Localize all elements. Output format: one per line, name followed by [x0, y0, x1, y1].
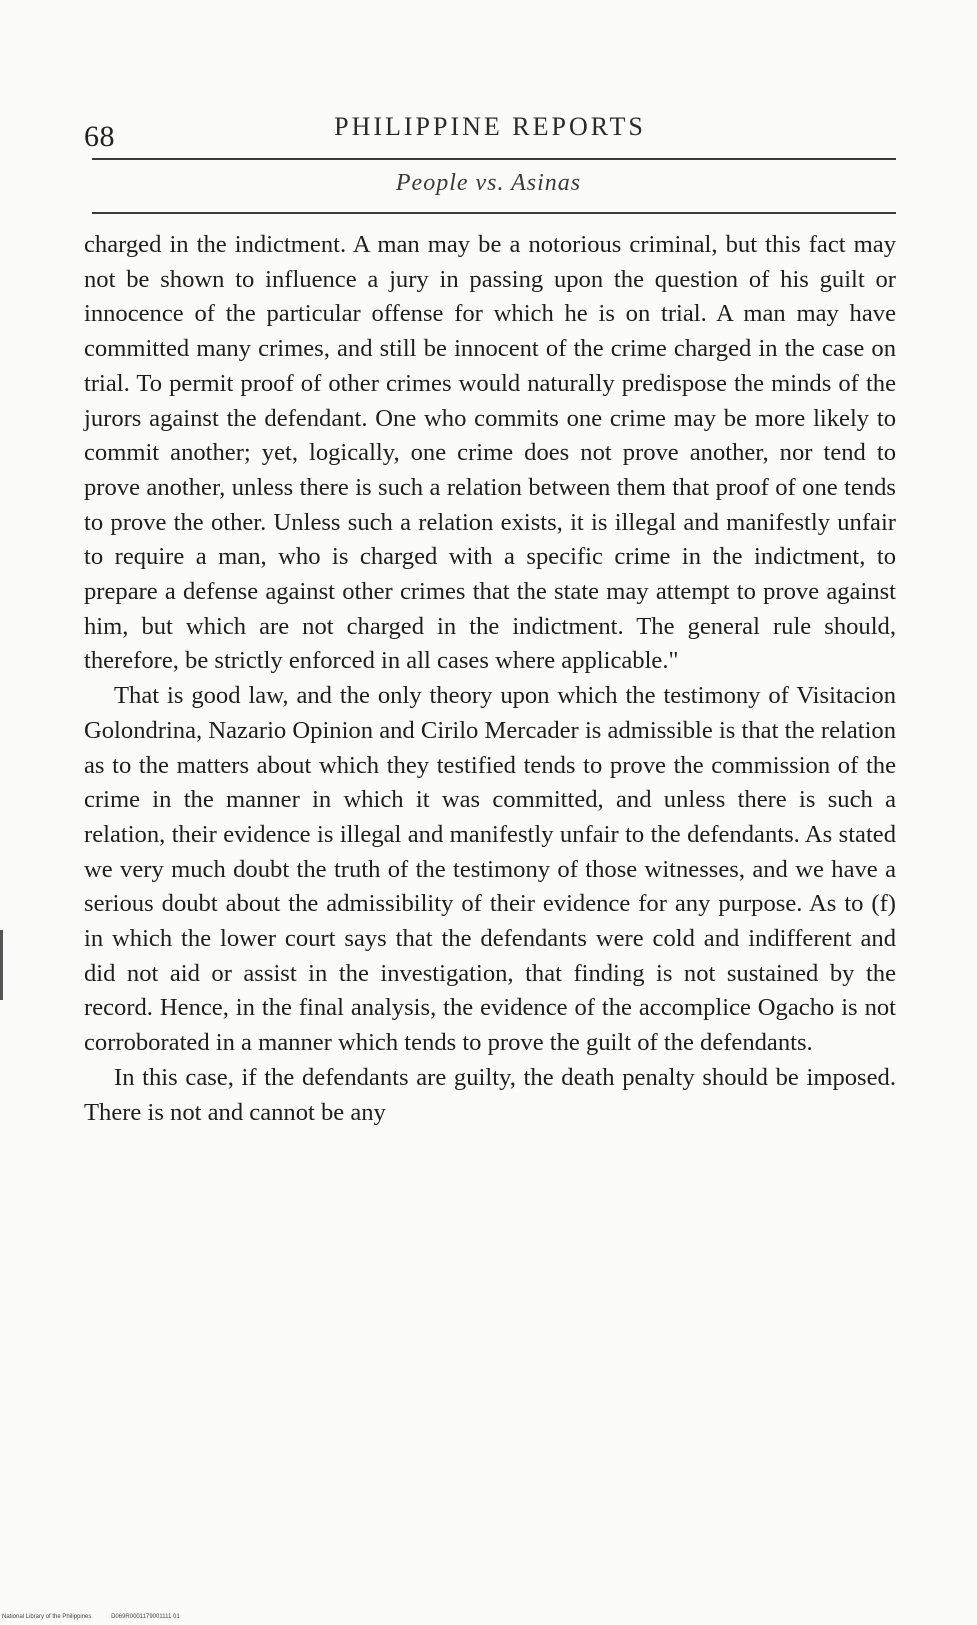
- header-rule-top: [92, 158, 896, 160]
- paragraph: In this case, if the defendants are guilty, the death penalty should be imposed. There is not and cannot be any: [84, 1063, 896, 1126]
- case-caption: People vs. Asinas: [395, 170, 582, 196]
- header-rule-bottom: [92, 212, 896, 214]
- paragraph-continuation: charged in the indictment. A man may be a notorious criminal, but this fact may not be shown to influence a jury in passing upon the question of his guilt or innocence of the particular offense for which he is on trial. A man may have committed many crimes, and still be innocent of the crime charged in the case on trial. To permit proof of other crimes would naturally predispose the minds of the jurors against the defendant. One who commits one crime may be more likely to commit another; yet, logically, one crime does not prove another, nor tend to prove another, unless there is such a relation between them that proof of one tends to prove the other. Unless such a relation exists, it is illegal and manifestly unfair to require a man, who is charged with a specific crime in the indictment, to prepare a defense against other crimes that the state may attempt to prove against him, but which are not charged in the indictment. The general rule should, therefore, be strictly enforced in all cases where applicable.": [84, 231, 896, 675]
- page-number: 68: [84, 120, 115, 153]
- paragraph: That is good law, and the only theory upon which the testimony of Visitacion Golondrina, Nazario Opinion and Cirilo Mercader is admissible is that the relation as to the matters about which they testified tends to prove the commission of the crime in the manner in which it was committed, and unless there is such a relation, their evidence is illegal and manifestly unfair to the defendants. As stated we very much doubt the truth of the testimony of those witnesses, and we have a serious doubt about the admissibility of their evidence for any purpose. As to (f) in which the lower court says that the defendants were cold and indifferent and did not aid or assist in the investigation, that finding is not sustained by the record. Hence, in the final analysis, the evidence of the accomplice Ogacho is not corroborated in a manner which tends to prove the guilt of the defendants.: [84, 682, 896, 1057]
- running-title: PHILIPPINE REPORTS: [334, 112, 646, 141]
- archive-identifier: D069R0001179001111 01: [111, 1614, 180, 1620]
- body-text: [84, 228, 896, 1130]
- archive-library: National Library of the Philippines: [2, 1614, 92, 1620]
- page-header: [84, 110, 896, 153]
- binding-mark: [0, 930, 3, 1000]
- archive-stamp: [2, 1614, 198, 1620]
